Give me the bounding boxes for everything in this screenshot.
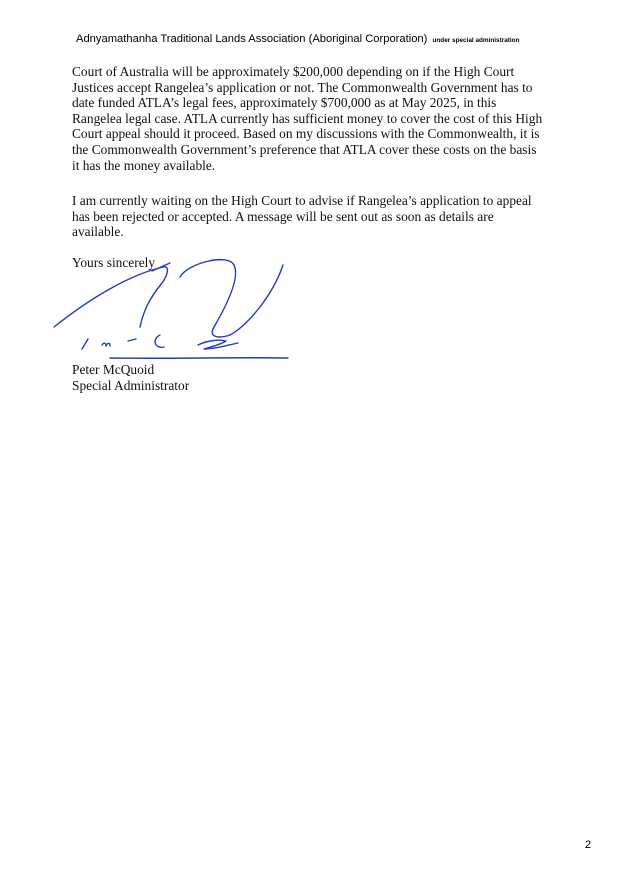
letterhead (76, 33, 520, 45)
paragraph-line: it has the money available. (72, 157, 216, 173)
handwritten-signature (48, 255, 298, 365)
paragraph-legal-costs (72, 64, 602, 173)
closing-salutation: Yours sincerely (72, 255, 156, 270)
paragraph-line: Court of Australia will be approximately $200,000 depending on if the High Court (72, 64, 515, 79)
signer-title: Special Administrator (72, 378, 190, 393)
paragraph-line: date funded ATLA’s legal fees, approximately $700,000 as at May 2025, in this (72, 95, 497, 111)
paragraph-line: Court appeal should it proceed. Based on my discussions with the Commonwealth, it is (72, 126, 540, 142)
organisation-name: Adnyamathanha Traditional Lands Association (Aboriginal Corporation) (76, 33, 428, 45)
signer-name: Peter McQuoid (72, 362, 155, 377)
paragraph-line: I am currently waiting on the High Court to advise if Rangelea’s application to appeal (72, 193, 532, 208)
paragraph-line: Rangelea legal case. ATLA currently has sufficient money to cover the cost of this High (72, 110, 543, 126)
paragraph-line: available. (72, 224, 124, 240)
administration-status: under special administration (432, 37, 520, 44)
paragraph-line: the Commonwealth Government’s preference that ATLA cover these costs on the basis (72, 141, 537, 157)
page-number: 2 (584, 839, 591, 851)
paragraph-high-court-status (72, 193, 602, 240)
paragraph-line: Justices accept Rangelea’s application or not. The Commonwealth Government has to (72, 79, 533, 95)
paragraph-line: has been rejected or accepted. A message will be sent out as soon as details are (72, 208, 494, 224)
